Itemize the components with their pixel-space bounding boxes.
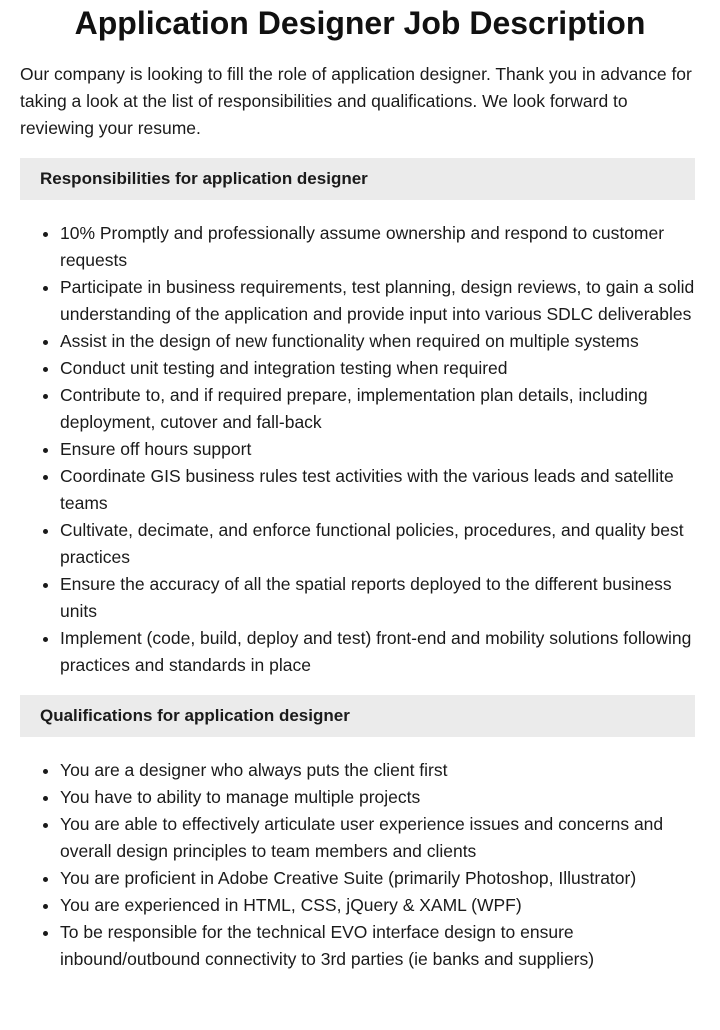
list-item: • Ensure off hours support xyxy=(60,436,700,463)
page-title: Application Designer Job Description xyxy=(74,5,646,41)
responsibilities-list xyxy=(20,220,700,679)
list-item: • Participate in business requirements, test planning, design reviews, to gain a solid understanding of the application and provide input into various SDLC deliverables xyxy=(60,274,700,328)
list-item: • Coordinate GIS business rules test activities with the various leads and satellite teams xyxy=(60,463,700,517)
list-item: • You are a designer who always puts the client first xyxy=(60,757,700,784)
list-item: • Ensure the accuracy of all the spatial reports deployed to the different business units xyxy=(60,571,700,625)
list-item: • You are proficient in Adobe Creative Suite (primarily Photoshop, Illustrator) xyxy=(60,865,700,892)
intro-paragraph: Our company is looking to fill the role of application designer. Thank you in advance for taking a look at the list of responsibilities and qualifications. We look forward to reviewing your resume. xyxy=(20,64,692,138)
list-item: • To be responsible for the technical EVO interface design to ensure inbound/outbound connectivity to 3rd parties (ie banks and suppliers) xyxy=(60,919,700,973)
list-item: • Conduct unit testing and integration testing when required xyxy=(60,355,700,382)
list-item: • Implement (code, build, deploy and test) front-end and mobility solutions following practices and standards in place xyxy=(60,625,700,679)
list-item: • Cultivate, decimate, and enforce functional policies, procedures, and quality best practices xyxy=(60,517,700,571)
responsibilities-heading: Responsibilities for application designer xyxy=(20,158,695,200)
list-item: • Contribute to, and if required prepare, implementation plan details, including deployment, cutover and fall-back xyxy=(60,382,700,436)
list-item: • 10% Promptly and professionally assume ownership and respond to customer requests xyxy=(60,220,700,274)
list-item: • Assist in the design of new functionality when required on multiple systems xyxy=(60,328,700,355)
list-item: • You have to ability to manage multiple projects xyxy=(60,784,700,811)
qualifications-list xyxy=(20,757,700,973)
list-item: • You are able to effectively articulate user experience issues and concerns and overall design principles to team members and clients xyxy=(60,811,700,865)
list-item: • You are experienced in HTML, CSS, jQuery & XAML (WPF) xyxy=(60,892,700,919)
qualifications-heading: Qualifications for application designer xyxy=(20,695,695,737)
